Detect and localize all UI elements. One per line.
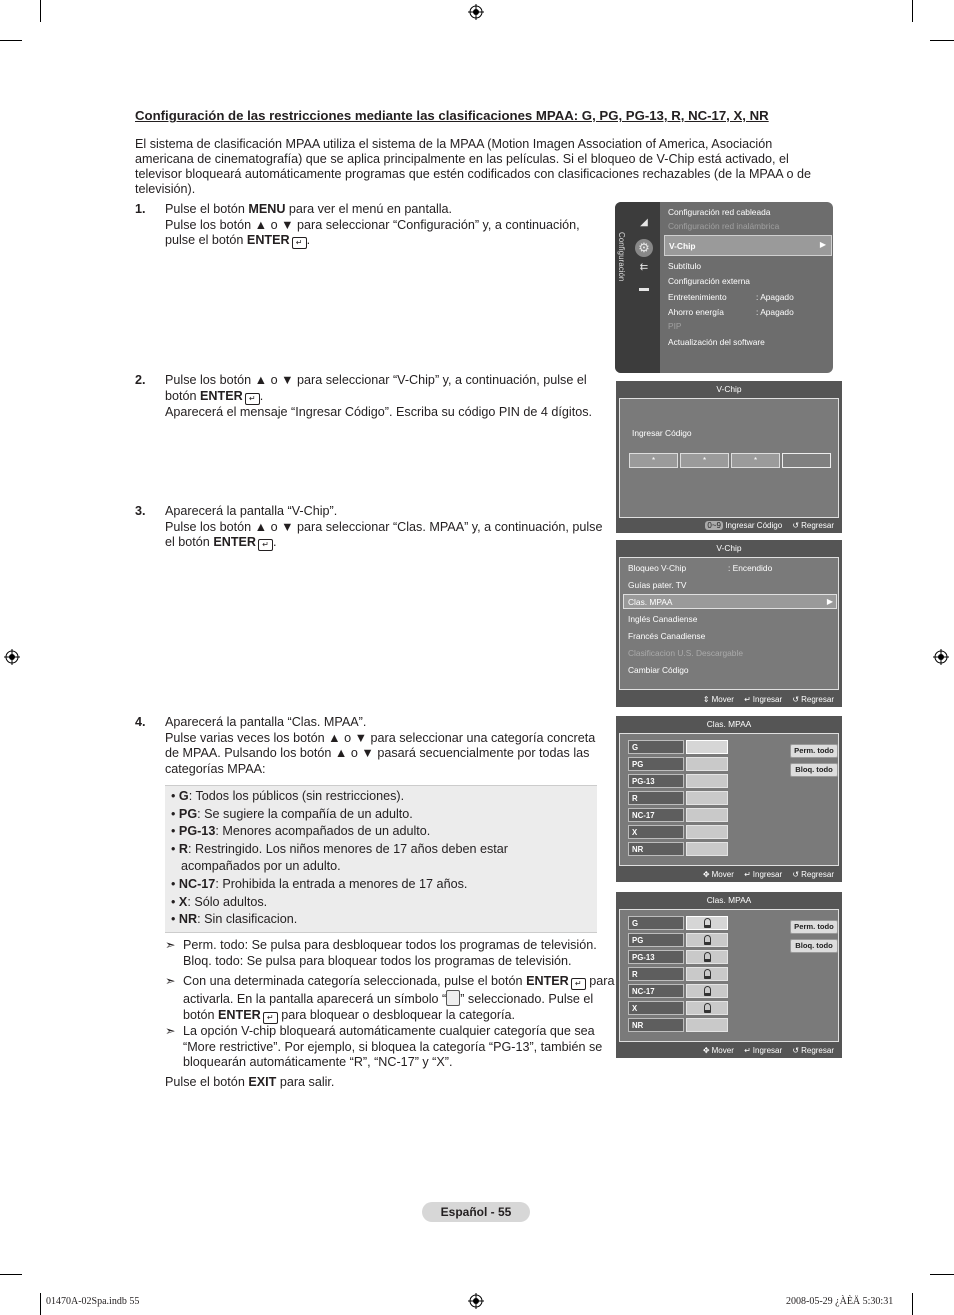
enter-icon: ↵ <box>263 1012 278 1024</box>
osd-title: Clas. MPAA <box>616 892 842 908</box>
picture-icon: ◢ <box>640 217 648 228</box>
mpaa-lock-cell[interactable] <box>686 808 728 822</box>
enter-key: ENTER <box>246 233 290 247</box>
mpaa-lock-cell[interactable] <box>686 842 728 856</box>
footer-hint: Ingresar Código <box>725 521 783 530</box>
mpaa-rating: PG <box>628 757 684 771</box>
rating-desc: : Se sugiere la compañía de un adulto. <box>197 806 413 821</box>
step-text: Pulse los botón ▲ o ▼ para seleccionar “Configuración” y, a continuación, pulse el botón <box>165 217 580 247</box>
rating-code: PG-13 <box>178 824 216 839</box>
note-3 <box>165 1024 613 1071</box>
note-arrow-icon: ➣ <box>165 938 176 952</box>
mpaa-rating: NR <box>628 842 684 856</box>
mpaa-lock-cell[interactable] <box>686 791 728 805</box>
ratings-list-box <box>165 785 597 933</box>
rating-desc: : Sin clasificacion. <box>197 912 298 927</box>
mpaa-lock-cell[interactable] <box>686 757 728 771</box>
footer-hint: Ingresar <box>752 1046 783 1055</box>
footer-file-info: 01470A-02Spa.indb 55 <box>46 1296 140 1307</box>
arrow-right-icon: ▶ <box>826 597 833 606</box>
lock-icon <box>704 952 711 962</box>
osd-menu-item[interactable]: Inglés Canadiense <box>628 614 698 624</box>
osd-menu-item[interactable]: Francés Canadiense <box>628 631 706 641</box>
exit-instruction <box>165 1075 605 1091</box>
crop-mark <box>912 1293 913 1315</box>
lock-icon <box>704 935 711 945</box>
pin-digit[interactable]: * <box>731 453 780 468</box>
list-item: • PG: Se sugiere la compañía de un adulto. <box>171 806 413 821</box>
input-icon: ⇇ <box>639 262 649 273</box>
osd-selected-item[interactable] <box>664 235 832 256</box>
list-item: • R: Restringido. Los niños menores de 17 años deben estar acompañados por un adulto. <box>171 841 508 874</box>
arrow-right-icon: ▶ <box>819 240 826 249</box>
osd-menu-item: Configuración red cableada <box>668 207 771 217</box>
osd-vchip-panel <box>619 557 839 690</box>
osd-title: V-Chip <box>616 381 842 397</box>
enter-icon: ↵ <box>744 695 751 704</box>
note-text: Pulse el botón <box>165 1075 249 1089</box>
osd-menu-item: Entretenimiento <box>668 292 727 302</box>
up-down-icon: ⇕ <box>702 695 710 704</box>
enter-key: ENTER <box>526 974 569 988</box>
enter-icon: ↵ <box>744 870 751 879</box>
rating-desc: : Todos los públicos (sin restricciones). <box>188 789 405 803</box>
footer-hint: Ingresar <box>752 695 783 704</box>
footer-hint: Regresar <box>801 521 834 530</box>
allow-all-button[interactable]: Perm. todo <box>790 744 838 758</box>
return-icon: ↺ <box>792 1046 800 1055</box>
enter-icon: ↵ <box>571 978 586 990</box>
lock-icon <box>704 918 711 928</box>
mpaa-lock-cell[interactable] <box>686 967 728 981</box>
osd-item-value: : Apagado <box>756 307 794 317</box>
rating-code: NR <box>178 912 198 927</box>
menu-key: MENU <box>248 202 286 216</box>
block-all-button[interactable]: Bloq. todo <box>790 763 838 777</box>
step-text: Aparecerá la pantalla “V-Chip”. <box>165 504 338 518</box>
note-text: ” seleccionado. Pulse el botón <box>183 992 594 1022</box>
mpaa-lock-cell[interactable] <box>686 950 728 964</box>
footer-hint: Mover <box>711 870 734 879</box>
rating-code: PG <box>178 806 198 821</box>
step-text: Pulse varias veces los botón ▲ o ▼ para seleccionar una categoría concreta de MPAA. Pulsando los botón ▲ o ▼ pasará secuencialmente por todas las categorías MPAA: <box>165 730 596 776</box>
mpaa-lock-cell[interactable] <box>686 933 728 947</box>
footer-timestamp: 2008-05-29 ¿ÀÈÄ 5:30:31 <box>786 1296 894 1307</box>
mpaa-lock-cell[interactable] <box>686 825 728 839</box>
osd-menu-item: Subtítulo <box>668 261 702 271</box>
osd-pin-panel <box>619 398 839 518</box>
mpaa-rating: PG-13 <box>628 950 684 964</box>
rating-code: X <box>178 894 188 909</box>
osd-menu-item[interactable]: Guías pater. TV <box>628 580 687 590</box>
step-3-text <box>165 504 610 551</box>
lock-icon <box>446 990 460 1006</box>
note-text: Bloq. todo: Se pulsa para bloquear todos los programas de televisión. <box>183 953 572 968</box>
step-text: . <box>273 535 277 549</box>
mpaa-rating: NC-17 <box>628 808 684 822</box>
mpaa-rating: G <box>628 916 684 930</box>
mpaa-rating: PG-13 <box>628 774 684 788</box>
note-text: La opción V-chip bloqueará automáticamente cualquier categoría que sea “More restrictive”. Por ejemplo, si bloquea la categoría “PG-13”, también se bloquearán automáticamente “R”, “NC-17” y “X”. <box>183 1024 603 1069</box>
osd-menu-item: PIP <box>668 321 682 331</box>
intro-paragraph: El sistema de clasificación MPAA utiliza el sistema de la MPAA (Motion Imagen Association of America, Asociación americana de cinematografía) que se aplica principalmente en las películas. Si el bloqueo de V-Chip está activado, el televisor bloqueará automáticamente programas que estén codificados con clasificaciones rechazables (de la MPAA o de televisión). <box>135 137 812 196</box>
step-number: 1. <box>135 202 146 216</box>
step-number: 4. <box>135 715 146 729</box>
registration-mark-icon <box>933 649 949 665</box>
step-text: Pulse los botón ▲ o ▼ para seleccionar “V-Chip” y, a continuación, pulse el botón <box>165 373 587 403</box>
osd-mpaa-panel <box>619 733 839 866</box>
osd-title: Clas. MPAA <box>616 716 842 732</box>
pin-digit[interactable]: * <box>680 453 729 468</box>
registration-mark-icon <box>4 649 20 665</box>
osd-mpaa-locked-screen <box>616 892 842 1058</box>
mpaa-rating: X <box>628 1001 684 1015</box>
osd-item-value: : Apagado <box>756 292 794 302</box>
mpaa-lock-cell[interactable] <box>686 916 728 930</box>
pin-digit[interactable] <box>782 453 831 468</box>
step-text: Pulse los botón ▲ o ▼ para seleccionar “Clas. MPAA” y, a continuación, pulse el botón <box>165 519 603 549</box>
step-text: . <box>259 388 264 403</box>
crop-mark <box>0 1274 22 1275</box>
step-text: Pulse el botón <box>165 202 249 216</box>
note-arrow-icon: ➣ <box>165 1024 176 1038</box>
mpaa-lock-cell[interactable] <box>686 1001 728 1015</box>
rating-code: NC-17 <box>178 876 216 891</box>
return-icon: ↺ <box>792 695 800 704</box>
return-icon: ↺ <box>792 521 800 530</box>
step-2-text <box>165 373 610 420</box>
note-1 <box>165 938 623 969</box>
rating-desc: : Menores acompañados de un adulto. <box>215 824 431 839</box>
note-text: para salir. <box>276 1075 335 1089</box>
section-heading: Configuración de las restricciones mediante las clasificaciones MPAA: G, PG, PG-13, R, NC-17, X, NR <box>135 108 769 123</box>
mpaa-lock-cell[interactable] <box>686 740 728 754</box>
enter-key: ENTER <box>200 388 243 403</box>
osd-side-label: Configuración <box>617 232 626 282</box>
mpaa-lock-cell[interactable] <box>686 984 728 998</box>
osd-menu-item: Configuración externa <box>668 276 750 286</box>
enter-icon: ↵ <box>744 1046 751 1055</box>
mpaa-rating: R <box>628 967 684 981</box>
mpaa-rating: NR <box>628 1018 684 1032</box>
rating-desc: : Prohibida la entrada a menores de 17 años. <box>215 876 468 891</box>
note-text: para bloquear o desbloquear la categoría. <box>277 1007 516 1022</box>
crop-mark <box>40 0 41 22</box>
mpaa-lock-cell[interactable] <box>686 774 728 788</box>
osd-pin-screen <box>616 381 842 533</box>
mpaa-rating: G <box>628 740 684 754</box>
osd-menu-item: Actualización del software <box>668 337 765 347</box>
list-item: • NC-17: Prohibida la entrada a menores de 17 años. <box>171 876 468 891</box>
crop-mark <box>912 0 913 22</box>
rating-desc: : Restringido. Los niños menores de 17 años deben estar acompañados por un adulto. <box>181 841 508 874</box>
list-item: • X: Sólo adultos. <box>171 894 268 909</box>
crop-mark <box>930 40 954 41</box>
move-icon: ✥ <box>702 870 710 879</box>
pin-prompt: Ingresar Código <box>632 428 692 438</box>
list-item: • PG-13: Menores acompañados de un adulto. <box>171 824 431 839</box>
osd-footer <box>616 693 842 707</box>
osd-vchip-screen <box>616 540 842 707</box>
mpaa-rating: NC-17 <box>628 984 684 998</box>
page-number-badge: Español - 55 <box>422 1202 530 1222</box>
step-text: Aparecerá el mensaje “Ingresar Código”. Escriba su código PIN de 4 dígitos. <box>165 404 593 419</box>
lock-icon <box>704 1003 711 1013</box>
note-2 <box>165 974 623 1024</box>
osd-footer <box>616 868 842 882</box>
footer-hint: Regresar <box>801 870 834 879</box>
number-keys-icon: 0~9 <box>707 521 721 530</box>
footer-hint: Ingresar <box>752 870 783 879</box>
osd-menu-item: Configuración red inalámbrica <box>668 221 780 231</box>
step-text: para ver el menú en pantalla. <box>285 202 453 216</box>
osd-selected-item[interactable] <box>623 594 837 609</box>
enter-icon: ↵ <box>245 393 260 405</box>
enter-icon: ↵ <box>258 539 273 551</box>
step-number: 3. <box>135 504 146 518</box>
osd-menu-item[interactable]: Cambiar Código <box>628 665 689 675</box>
lock-icon <box>704 986 711 996</box>
rating-code: G <box>178 789 189 803</box>
note-text: Con una determinada categoría seleccionada, pulse el botón <box>183 974 527 988</box>
osd-menu-item: Clasificacion U.S. Descargable <box>628 648 743 658</box>
step-text: Aparecerá la pantalla “Clas. MPAA”. <box>165 715 367 729</box>
rating-desc: : Sólo adultos. <box>187 894 268 909</box>
application-icon: ▬ <box>639 283 649 294</box>
registration-mark-icon <box>468 1293 484 1309</box>
osd-item-value: : Encendido <box>728 563 773 573</box>
footer-hint: Mover <box>711 695 734 704</box>
note-text: Perm. todo: Se pulsa para desbloquear todos los programas de televisión. <box>183 938 597 952</box>
osd-menu-item: Clas. MPAA <box>628 597 673 607</box>
mpaa-rating: R <box>628 791 684 805</box>
osd-mpaa-screen <box>616 716 842 882</box>
crop-mark <box>40 1293 41 1315</box>
step-4-text <box>165 715 610 777</box>
footer-hint: Regresar <box>801 1046 834 1055</box>
note-arrow-icon: ➣ <box>165 974 176 988</box>
note-text: para activarla. En la pantalla aparecerá un símbolo “ <box>183 974 615 1006</box>
footer-hint: Regresar <box>801 695 834 704</box>
lock-icon <box>704 969 711 979</box>
enter-icon: ↵ <box>292 237 307 249</box>
return-icon: ↺ <box>792 870 800 879</box>
rating-code: R <box>178 841 189 856</box>
osd-menu-item[interactable]: Bloqueo V-Chip <box>628 563 687 573</box>
enter-key: ENTER <box>213 535 257 549</box>
osd-mpaa-panel <box>619 909 839 1042</box>
exit-key: EXIT <box>248 1075 277 1089</box>
gear-icon: ⚙ <box>635 239 653 257</box>
block-all-button[interactable]: Bloq. todo <box>790 939 838 953</box>
enter-key: ENTER <box>218 1007 261 1022</box>
move-icon: ✥ <box>702 1046 710 1055</box>
crop-mark <box>0 40 22 41</box>
osd-menu-item: Ahorro energía <box>668 307 724 317</box>
osd-footer <box>616 519 842 533</box>
osd-footer <box>616 1044 842 1058</box>
mpaa-rating: PG <box>628 933 684 947</box>
pin-digit[interactable]: * <box>629 453 678 468</box>
step-number: 2. <box>135 373 146 387</box>
list-item: • NR: Sin clasificacion. <box>171 912 298 927</box>
list-item: • G: Todos los públicos (sin restricciones). <box>171 789 405 803</box>
mpaa-rating: X <box>628 825 684 839</box>
step-text: . <box>306 233 311 247</box>
footer-hint: Mover <box>711 1046 734 1055</box>
crop-mark <box>930 1274 954 1275</box>
osd-title: V-Chip <box>616 540 842 556</box>
mpaa-lock-cell[interactable] <box>686 1018 728 1032</box>
osd-configuration-menu <box>615 202 833 373</box>
step-1-text <box>165 202 610 249</box>
osd-menu-item: V-Chip <box>669 241 696 251</box>
registration-mark-icon <box>468 4 484 20</box>
allow-all-button[interactable]: Perm. todo <box>790 920 838 934</box>
